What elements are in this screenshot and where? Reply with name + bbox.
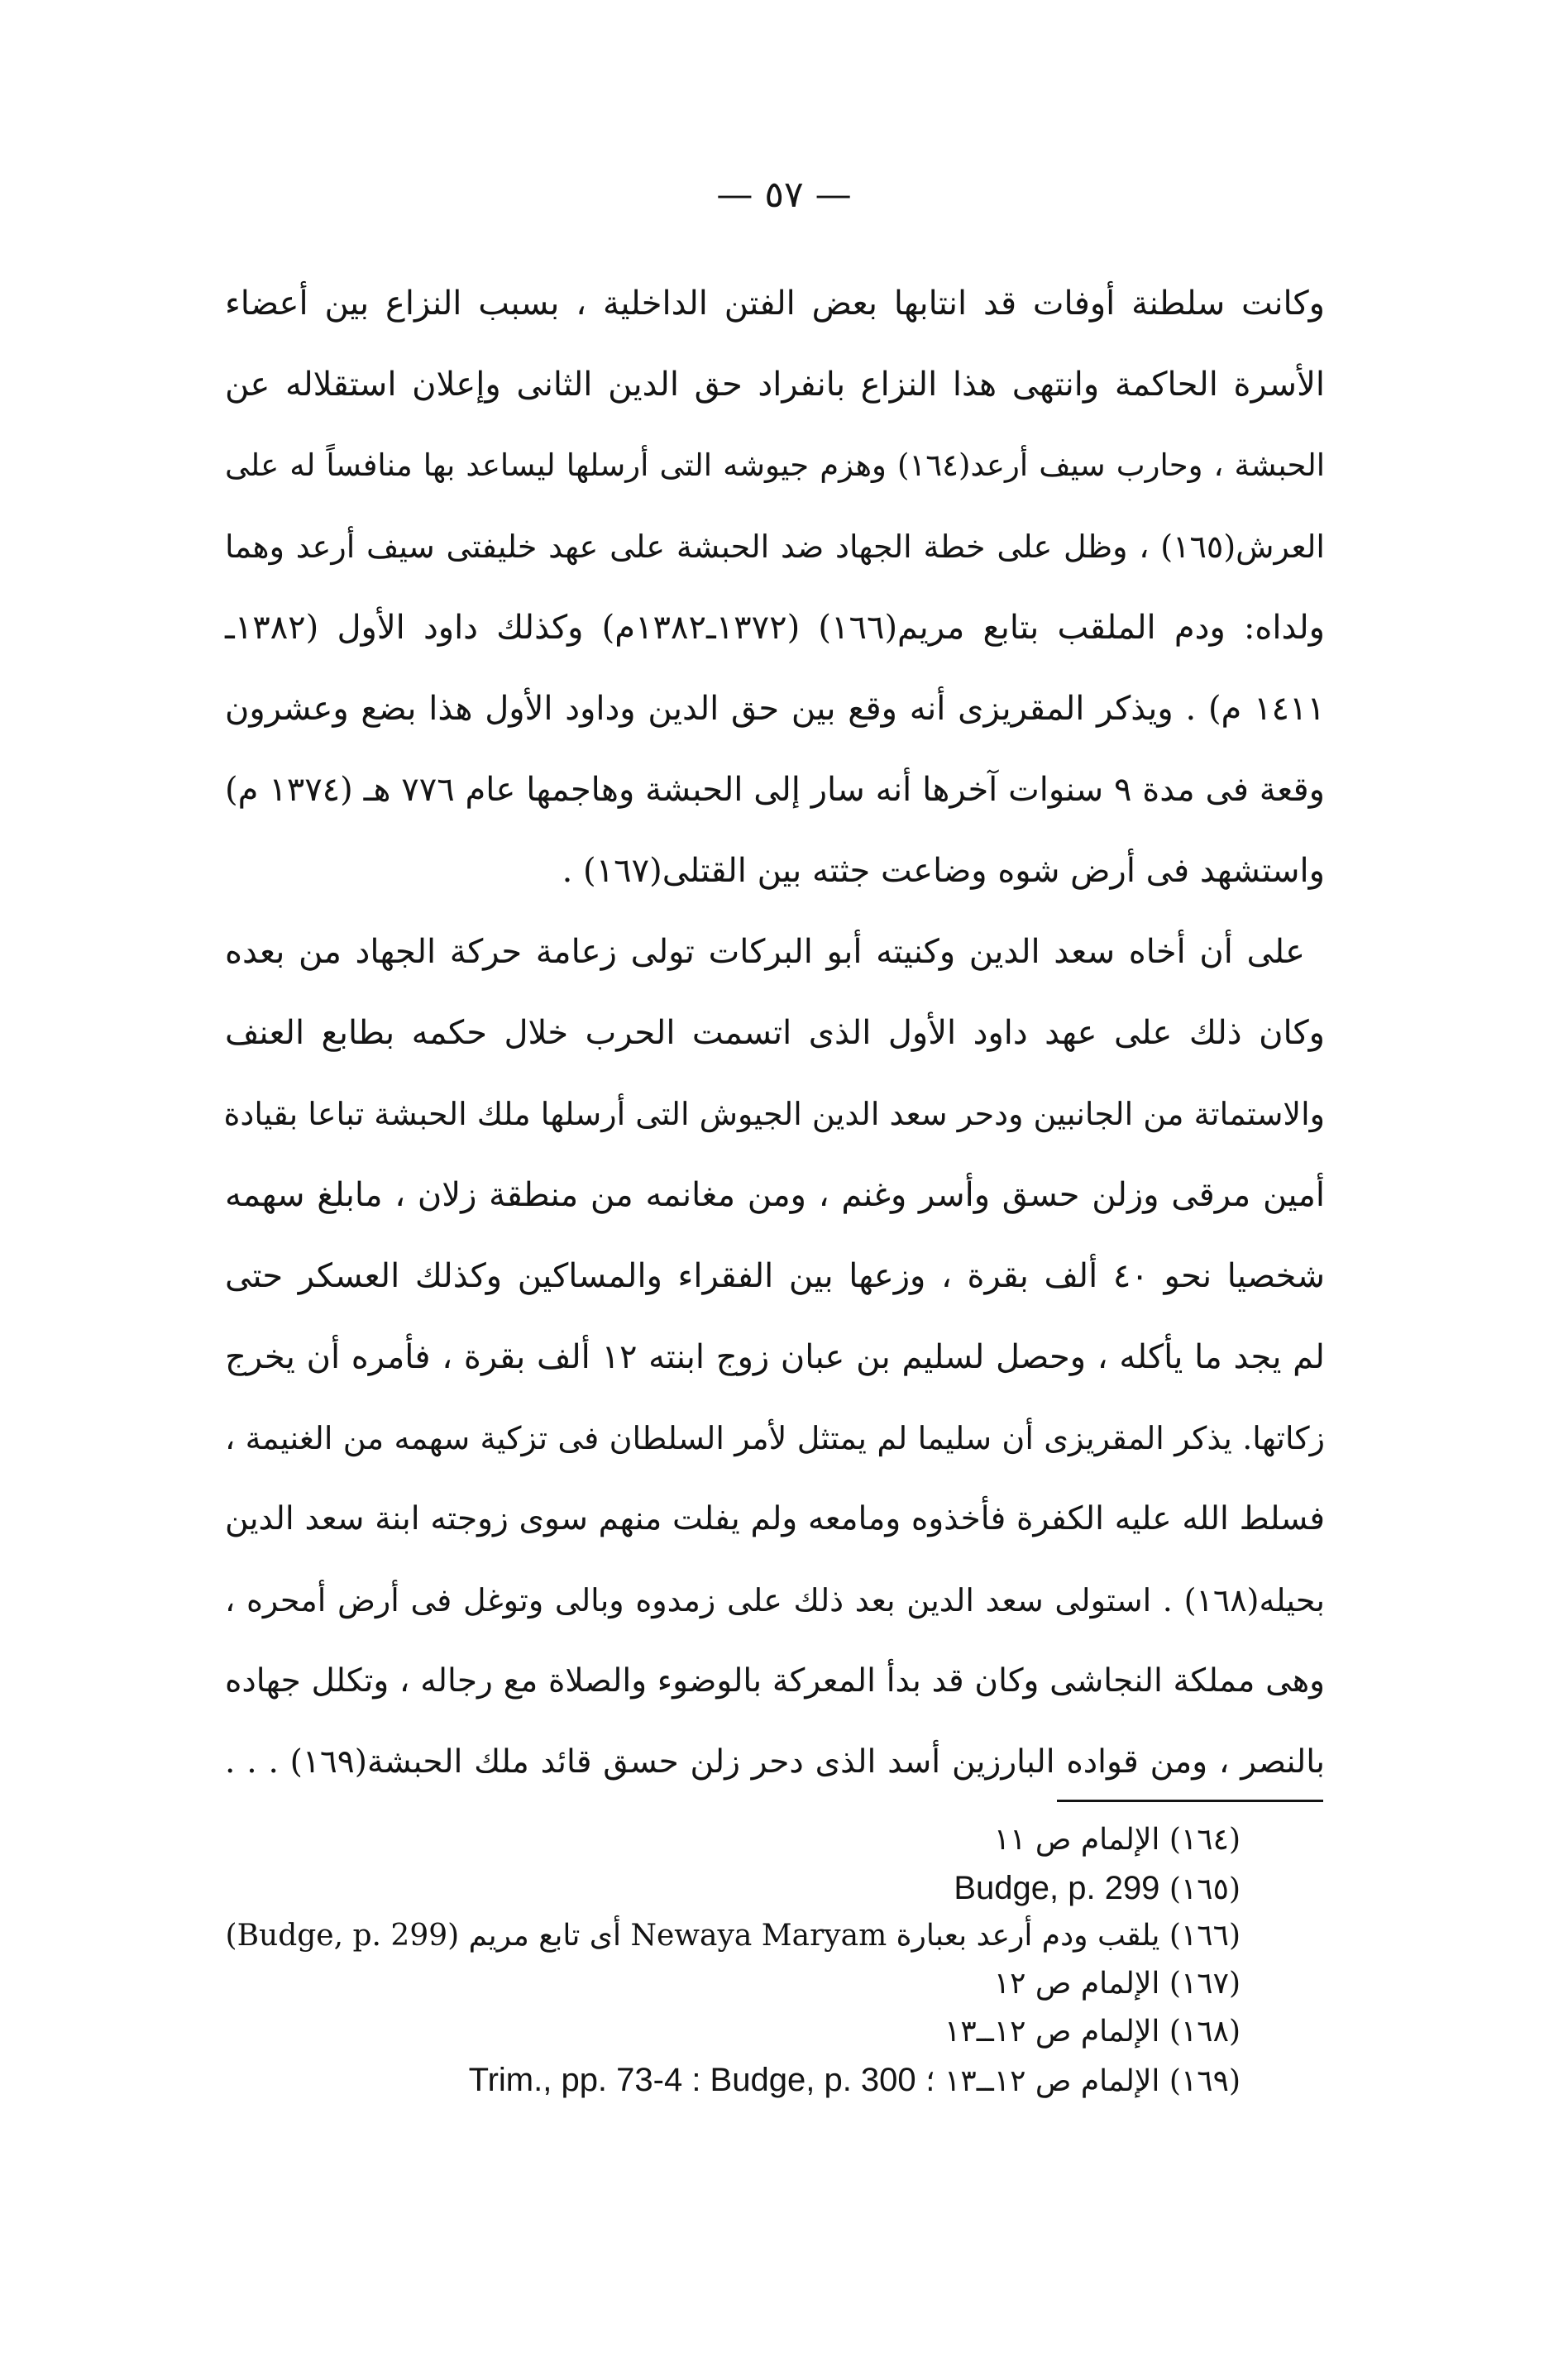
body-text xyxy=(225,263,1325,1803)
footnote xyxy=(207,1816,1241,1864)
text-line: واستشهد فى أرض شوه وضاعت جثته بين القتلى(١٦٧) . xyxy=(562,852,1325,890)
paragraph-1 xyxy=(225,263,1325,911)
footnote-text: (١٦٦) يلقب ودم أرعد بعبارة Newaya Maryam أى تابع مريم (Budge, p. 299) xyxy=(225,1919,1241,1953)
text-line: ١٤١١ م) . ويذكر المقريزى أنه وقع بين حق الدين وداود الأول هذا بضع وعشرون xyxy=(225,690,1325,728)
text-line: زكاتها. يذكر المقريزى أن سليما لم يمتثل لأمر السلطان فى تزكية سهمه من الغنيمة ، xyxy=(225,1420,1325,1456)
footnote xyxy=(207,2008,1241,2056)
text-line: الحبشة ، وحارب سيف أرعد(١٦٤) وهزم جيوشه التى أرسلها ليساعد بها منافساً له على xyxy=(225,447,1325,483)
text-line: أمين مرقى وزلن حسق وأسر وغنم ، ومن مغانمه من منطقة زلان ، مابلغ سهمه xyxy=(225,1176,1326,1214)
footnote-citation: Trim., pp. 73-4 : Budge, p. 300 xyxy=(468,2062,916,2098)
footnote xyxy=(207,2056,1241,2104)
footnote-separator xyxy=(1057,1800,1323,1802)
text-line: ولداه: ودم الملقب بتابع مريم(١٦٦) (١٣٧٢ـ١٣٨٢م) وكذلك داود الأول (١٣٨٢ـ xyxy=(225,609,1325,647)
text-line: والاستماتة من الجانبين ودحر سعد الدين الجيوش التى أرسلها ملك الحبشة تباعا بقيادة xyxy=(223,1096,1325,1132)
footnote-text: (١٦٥) xyxy=(1169,1872,1241,1906)
text-line: وقعة فى مدة ٩ سنوات آخرها أنه سار إلى الحبشة وهاجمها عام ٧٧٦ هـ (١٣٧٤ م) xyxy=(225,771,1325,809)
footnote-text: (١٦٧) الإلمام ص ١٢ xyxy=(993,1967,1241,2001)
footnote-text: (١٦٨) الإلمام ص ١٢ــ١٣ xyxy=(944,2015,1241,2049)
footnotes xyxy=(207,1816,1241,2104)
text-line: بحيله(١٦٨) . استولى سعد الدين بعد ذلك على زمدوه وبالى وتوغل فى أرض أمحره ، xyxy=(225,1582,1325,1618)
text-line: العرش(١٦٥) ، وظل على خطة الجهاد ضد الحبشة على عهد خليفتى سيف أرعد وهما xyxy=(225,528,1325,565)
paragraph-2 xyxy=(225,911,1325,1803)
text-line: وكان ذلك على عهد داود الأول الذى اتسمت الحرب خلال حكمه بطابع العنف xyxy=(225,1014,1325,1052)
footnote xyxy=(207,1912,1241,1960)
text-line: لم يجد ما يأكله ، وحصل لسليم بن عبان زوج ابنته ١٢ ألف بقرة ، فأمره أن يخرج xyxy=(225,1338,1325,1376)
footnote-text: (١٦٤) الإلمام ص ١١ xyxy=(993,1823,1241,1857)
text-line: بالنصر ، ومن قواده البارزين أسد الذى دحر زلن حسق قائد ملك الحبشة(١٦٩) . . . xyxy=(225,1743,1325,1781)
text-line: فسلط الله عليه الكفرة فأخذوه ومامعه ولم يفلت منهم سوى زوجته ابنة سعد الدين xyxy=(225,1500,1325,1537)
page-number: — ٥٧ — xyxy=(716,174,852,216)
text-line: الأسرة الحاكمة وانتهى هذا النزاع بانفراد حق الدين الثانى وإعلان استقلاله عن xyxy=(225,366,1325,404)
text-line: شخصيا نحو ٤٠ ألف بقرة ، وزعها بين الفقراء والمساكين وكذلك العسكر حتى xyxy=(225,1257,1326,1295)
footnote-citation: Budge, p. 299 xyxy=(954,1870,1160,1906)
footnote-text: (١٦٩) الإلمام ص ١٢ــ١٣ ؛ xyxy=(925,2064,1241,2098)
text-line: وكانت سلطنة أوفات قد انتابها بعض الفتن الداخلية ، بسبب النزاع بين أعضاء xyxy=(225,284,1325,323)
text-line: وهى مملكة النجاشى وكان قد بدأ المعركة بالوضوء والصلاة مع رجاله ، وتكلل جهاده xyxy=(225,1662,1325,1700)
footnote xyxy=(207,1960,1241,2008)
text-line: على أن أخاه سعد الدين وكنيته أبو البركات تولى زعامة حركة الجهاد من بعده xyxy=(225,933,1305,971)
footnote xyxy=(207,1864,1241,1912)
